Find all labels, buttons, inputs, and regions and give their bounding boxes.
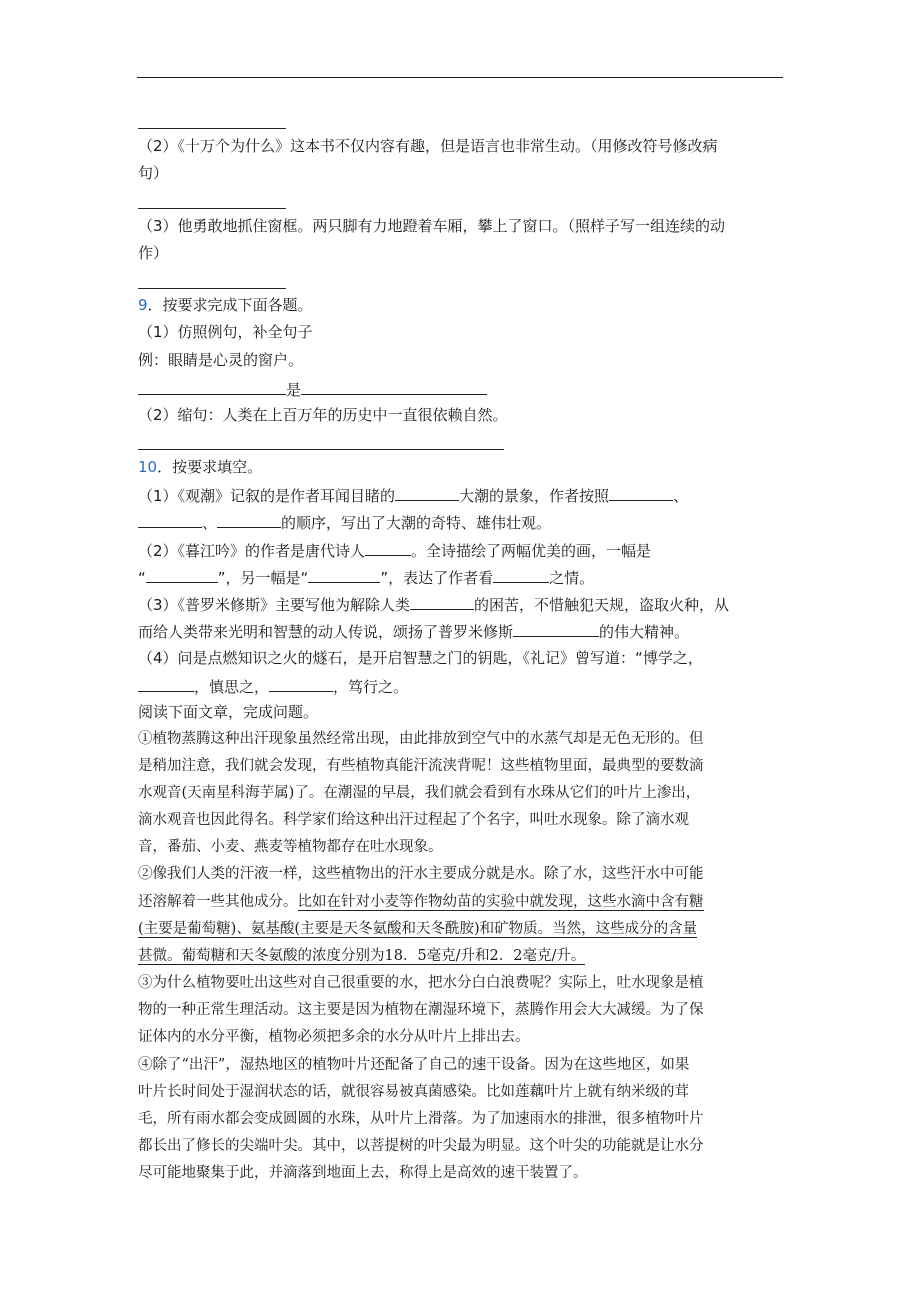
q8-item-2-cont: 句） <box>138 164 169 182</box>
question-number: 9 <box>138 296 148 314</box>
paragraph-3-line: ③为什么植物要吐出这些对自己很重要的水，把水分白白浪费呢？实际上，吐水现象是植 <box>138 975 704 991</box>
paragraph-1-line: 音，番茄、小麦、燕麦等植物都存在吐水现象。 <box>138 839 443 855</box>
answer-blank[interactable] <box>513 620 599 637</box>
paragraph-4-line: 毛，所有雨水都会变成圆圆的水珠，从叶片上滑落。为了加速雨水的排泄，很多植物叶片 <box>138 1111 704 1127</box>
q10-item-2: （2）《暮江吟》的作者是唐代诗人 。全诗描绘了两幅优美的画，一幅是 <box>138 539 784 561</box>
q9-item-1: （1）仿照例句，补全句子 <box>138 323 313 341</box>
paragraph-4-line: ④除了“出汗”，湿热地区的植物叶片还配备了自己的速干设备。因为在这些地区，如果 <box>138 1057 690 1073</box>
paragraph-1-line: 滴水观音也因此得名。科学家们给这种出汗过程起了个名字，叫吐水现象。除了滴水观 <box>138 812 689 828</box>
q9-example: 例：眼睛是心灵的窗户。 <box>138 351 304 369</box>
answer-blank[interactable] <box>217 511 281 528</box>
paragraph-3-line: 证体内的水分平衡，植物必须把多余的水分从叶片上排出去。 <box>138 1029 530 1045</box>
question-9-title: 9．按要求完成下面各题。 <box>138 296 313 314</box>
question-10-title: 10．按要求填空。 <box>138 458 263 476</box>
q10-item-1: （1）《观潮》记叙的是作者耳闻目睹的 大潮的景象，作者按照 、 <box>138 484 784 506</box>
q10-item-3-cont: 而给人类带来光明和智慧的动人传说，颂扬了普罗米修斯 的伟大精神。 <box>138 620 784 642</box>
underlined-sentence: (主要是葡萄糖)、氨基酸(主要是天冬氨酸和天冬酰胺)和矿物质。当然，这些成分的含量 <box>138 921 698 937</box>
answer-blank[interactable] <box>308 566 380 583</box>
answer-blank[interactable] <box>365 539 411 556</box>
q9-item-2: （2）缩句：人类在上百万年的历史中一直很依赖自然。 <box>138 406 508 424</box>
answer-blank[interactable] <box>138 511 202 528</box>
paragraph-1-line: 是稍加注意，我们就会发现，有些植物真能汗流浃背呢！这些植物里面，最典型的要数滴 <box>138 758 704 774</box>
q8-item-2: （2）《十万个为什么》这本书不仅内容有趣，但是语言也非常生动。（用修改符号修改病 <box>138 137 718 155</box>
answer-blank[interactable] <box>301 378 487 395</box>
q10-item-1-cont: 、 的顺序，写出了大潮的奇特、雄伟壮观。 <box>138 511 784 533</box>
answer-blank[interactable] <box>269 675 333 692</box>
q10-item-2-cont: “ ”，另一幅是“ ”，表达了作者看 之情。 <box>138 566 784 588</box>
question-number: 10 <box>138 458 158 476</box>
paragraph-2-line: 还溶解着一些其他成分。比如在针对小麦等作物幼苗的实验中就发现，这些水滴中含有糖 <box>138 894 704 910</box>
q10-item-3: （3）《普罗米修斯》主要写他为解除人类 的困苦，不惜触犯天规，盗取火种，从 <box>138 593 784 615</box>
answer-blank[interactable] <box>395 484 459 501</box>
answer-blank[interactable] <box>138 378 286 395</box>
paragraph-1-line: ①植物蒸腾这种出汗现象虽然经常出现，由此排放到空气中的水蒸气却是无色无形的。但 <box>138 731 704 747</box>
q8-item-3-cont: 作） <box>138 244 169 262</box>
paragraph-2-line <box>138 919 784 939</box>
underlined-sentence: 比如在针对小麦等作物幼苗的实验中就发现，这些水滴中含有糖 <box>297 894 704 910</box>
answer-line <box>138 128 286 129</box>
q10-item-4-cont: ，慎思之， ，笃行之。 <box>138 675 784 697</box>
q9-fill-line: 是 <box>138 378 784 400</box>
q10-item-4: （4）问是点燃知识之火的燧石，是开启智慧之门的钥匙，《礼记》曾写道：“博学之， <box>138 649 703 667</box>
answer-line <box>138 208 286 209</box>
paragraph-2-line <box>138 946 784 966</box>
answer-blank[interactable] <box>609 484 673 501</box>
paragraph-2-line: ②像我们人类的汗液一样，这些植物出的汗水主要成分就是水。除了水，这些汗水中可能 <box>138 866 704 882</box>
answer-line <box>138 449 504 450</box>
paragraph-4-line: 尽可能地聚集于此，并滴落到地面上去，称得上是高效的速干装置了。 <box>138 1165 588 1181</box>
paragraph-1-line: 水观音(天南星科海芋属)了。在潮湿的早晨，我们就会看到有水珠从它们的叶片上渗出， <box>138 785 701 801</box>
answer-blank[interactable] <box>493 566 549 583</box>
answer-blank[interactable] <box>146 566 218 583</box>
paragraph-3-line: 物的一种正常生理活动。这主要是因为植物在潮湿环境下，蒸腾作用会大大减缓。为了保 <box>138 1002 704 1018</box>
answer-blank[interactable] <box>410 593 474 610</box>
answer-blank[interactable] <box>138 675 194 692</box>
paragraph-4-line: 叶片长时间处于湿润状态的话，就很容易被真菌感染。比如莲藕叶片上就有纳米级的茸 <box>138 1084 689 1100</box>
header-rule <box>137 77 783 78</box>
answer-line <box>138 288 286 289</box>
paragraph-4-line: 都长出了修长的尖端叶尖。其中，以菩提树的叶尖最为明显。这个叶尖的功能就是让水分 <box>138 1138 704 1154</box>
reading-intro: 阅读下面文章，完成问题。 <box>138 703 319 721</box>
q8-item-3: （3）他勇敢地抓住窗框。两只脚有力地蹬着车厢，攀上了窗口。（照样子写一组连续的动 <box>138 217 726 235</box>
underlined-sentence: 甚微。葡萄糖和天冬氨酸的浓度分别为18．5毫克/升和2．2毫克/升。 <box>138 948 586 964</box>
